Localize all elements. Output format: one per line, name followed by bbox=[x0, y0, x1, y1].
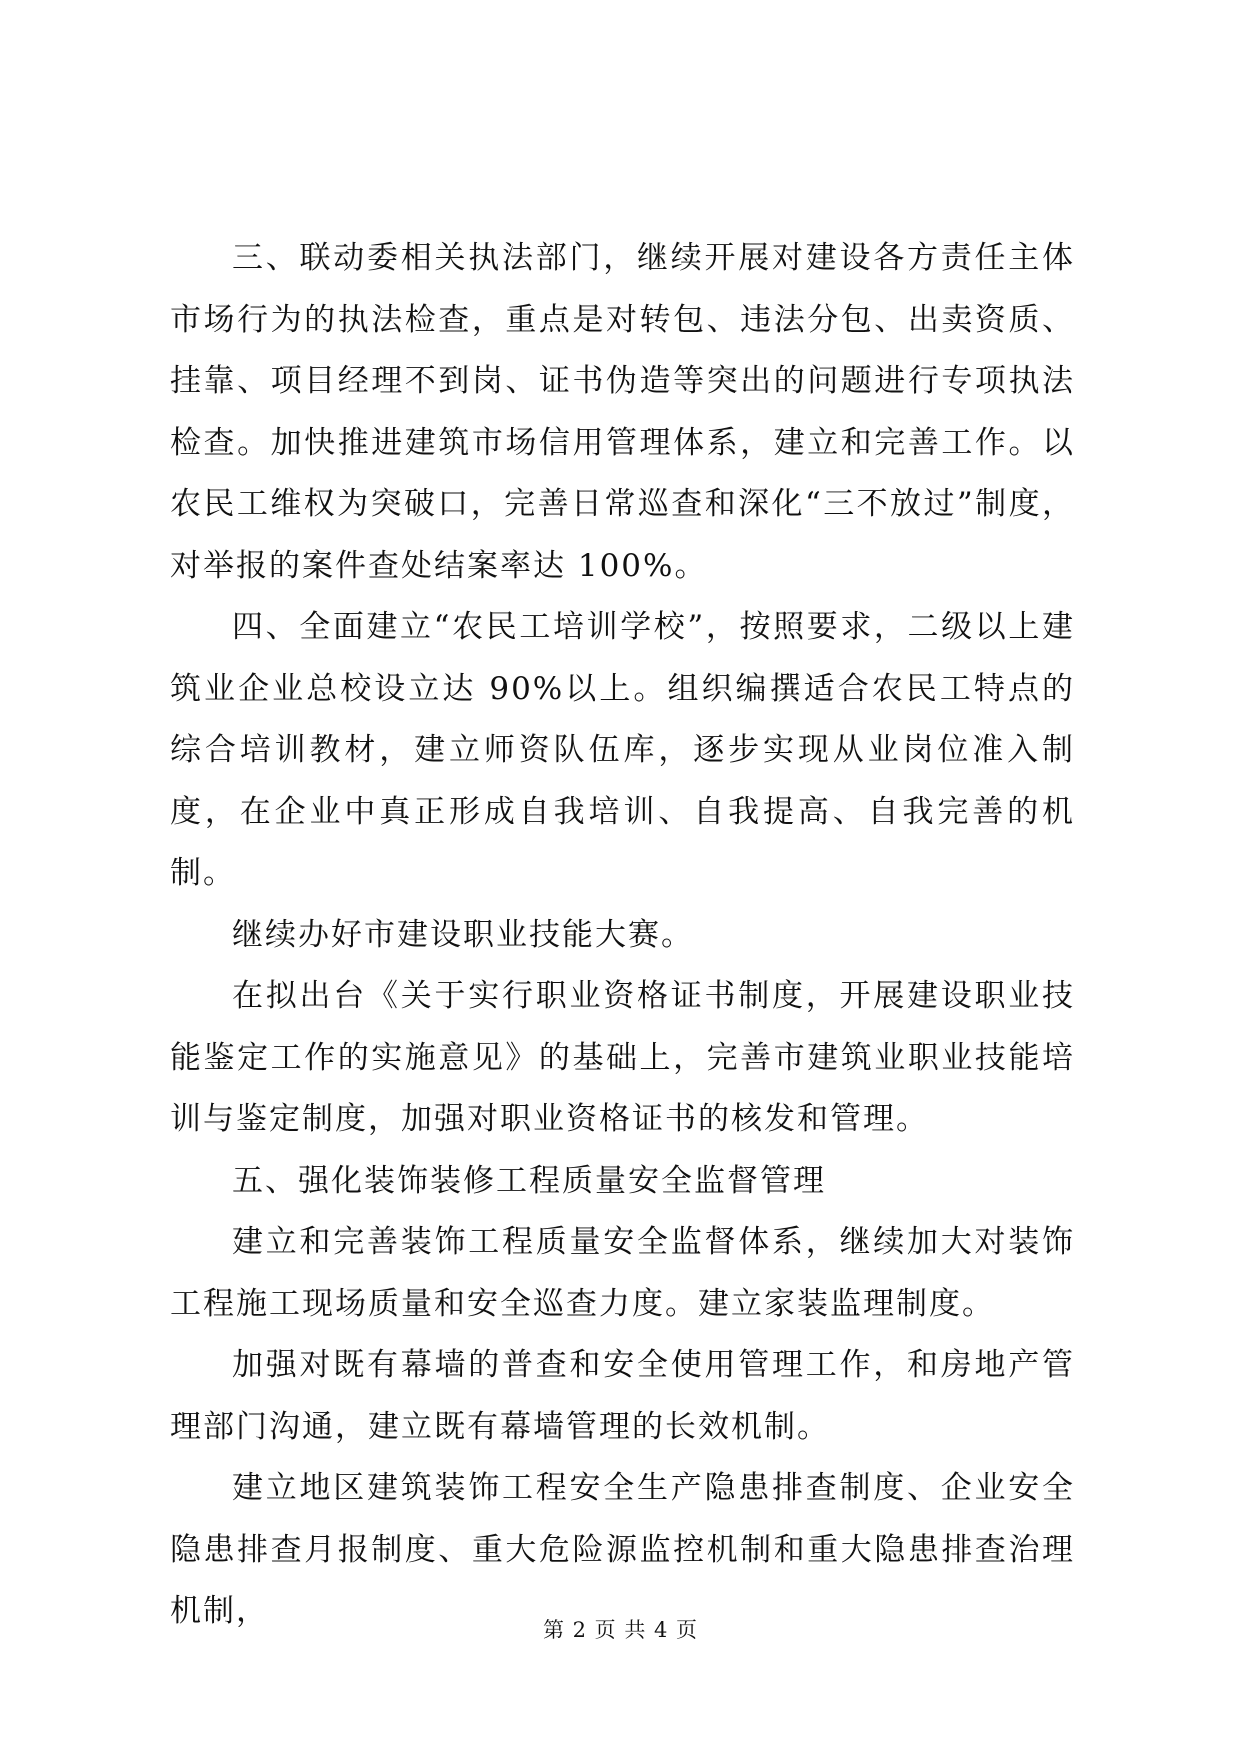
paragraph: 加强对既有幕墙的普查和安全使用管理工作，和房地产管理部门沟通，建立既有幕墙管理的长效机制。 bbox=[170, 1347, 1075, 1445]
paragraph: 三、联动委相关执法部门，继续开展对建设各方责任主体市场行为的执法检查，重点是对转包、违法分包、出卖资质、挂靠、项目经理不到岗、证书伪造等突出的问题进行专项执法检查。加快推进建筑市场信用管理体系，建立和完善工作。以农民工维权为突破口，完善日常巡查和深化“三不放过”制度，对举报的案件查处结案率达 100%。 bbox=[170, 240, 1075, 584]
page-number: 第 2 页 共 4 页 bbox=[542, 1618, 699, 1642]
paragraph: 继续办好市建设职业技能大赛。 bbox=[232, 916, 694, 953]
paragraph: 建立地区建筑装饰工程安全生产隐患排查制度、企业安全隐患排查月报制度、重大危险源监控机制和重大隐患排查治理机制， bbox=[170, 1470, 1075, 1629]
document-body bbox=[170, 228, 1075, 1643]
paragraph: 在拟出台《关于实行职业资格证书制度，开展建设职业技能鉴定工作的实施意见》的基础上，完善市建筑业职业技能培训与鉴定制度，加强对职业资格证书的核发和管理。 bbox=[170, 978, 1075, 1137]
paragraph: 四、全面建立“农民工培训学校”，按照要求，二级以上建筑业企业总校设立达 90%以上。组织编撰适合农民工特点的综合培训教材，建立师资队伍库，逐步实现从业岗位准入制度，在企业中真正形成自我培训、自我提高、自我完善的机制。 bbox=[170, 609, 1075, 891]
paragraph: 建立和完善装饰工程质量安全监督体系，继续加大对装饰工程施工现场质量和安全巡查力度。建立家装监理制度。 bbox=[170, 1224, 1075, 1322]
section-heading: 五、强化装饰装修工程质量安全监督管理 bbox=[232, 1162, 826, 1199]
